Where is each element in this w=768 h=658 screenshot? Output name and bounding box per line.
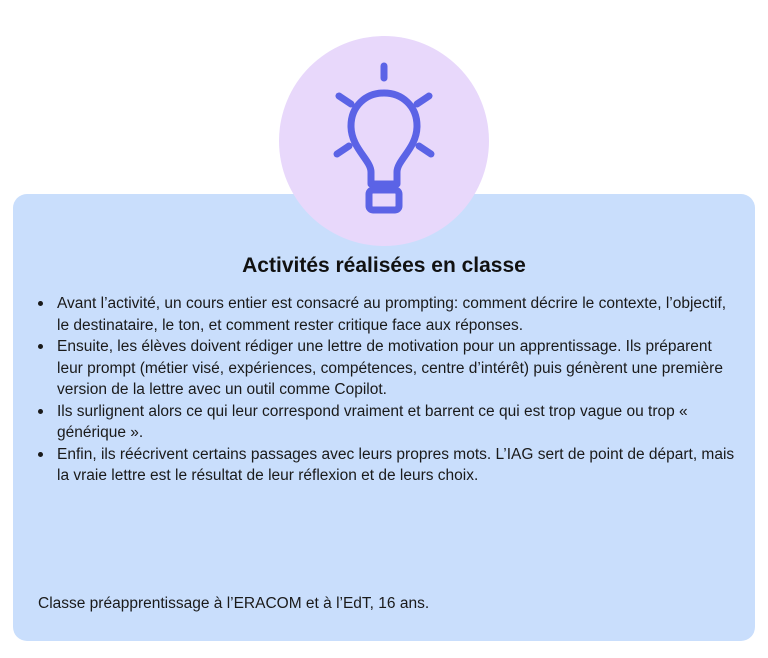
lightbulb-badge [279,36,489,246]
activity-list [57,293,737,487]
list-item: Avant l’activité, un cours entier est consacré au prompting: comment décrire le contexte, l’objectif, le destinataire, le ton, et comment rester critique face aux réponses. [57,293,737,336]
card-title: Activités réalisées en classe [242,254,526,277]
list-item: Ensuite, les élèves doivent rédiger une lettre de motivation pour un apprentissage. Ils préparent leur prompt (métier visé, expériences, compétences, centre d’intérêt) puis génèrent une première version de la lettre avec un outil comme Copilot. [57,336,737,401]
class-info-note: Classe préapprentissage à l’ERACOM et à l’EdT, 16 ans. [38,595,430,612]
list-item: Ils surlignent alors ce qui leur correspond vraiment et barrent ce qui est trop vague ou trop « générique ». [57,401,737,444]
lightbulb-icon [279,36,489,246]
list-item: Enfin, ils réécrivent certains passages avec leurs propres mots. L’IAG sert de point de départ, mais la vraie lettre est le résultat de leur réflexion et de leurs choix. [57,444,737,487]
